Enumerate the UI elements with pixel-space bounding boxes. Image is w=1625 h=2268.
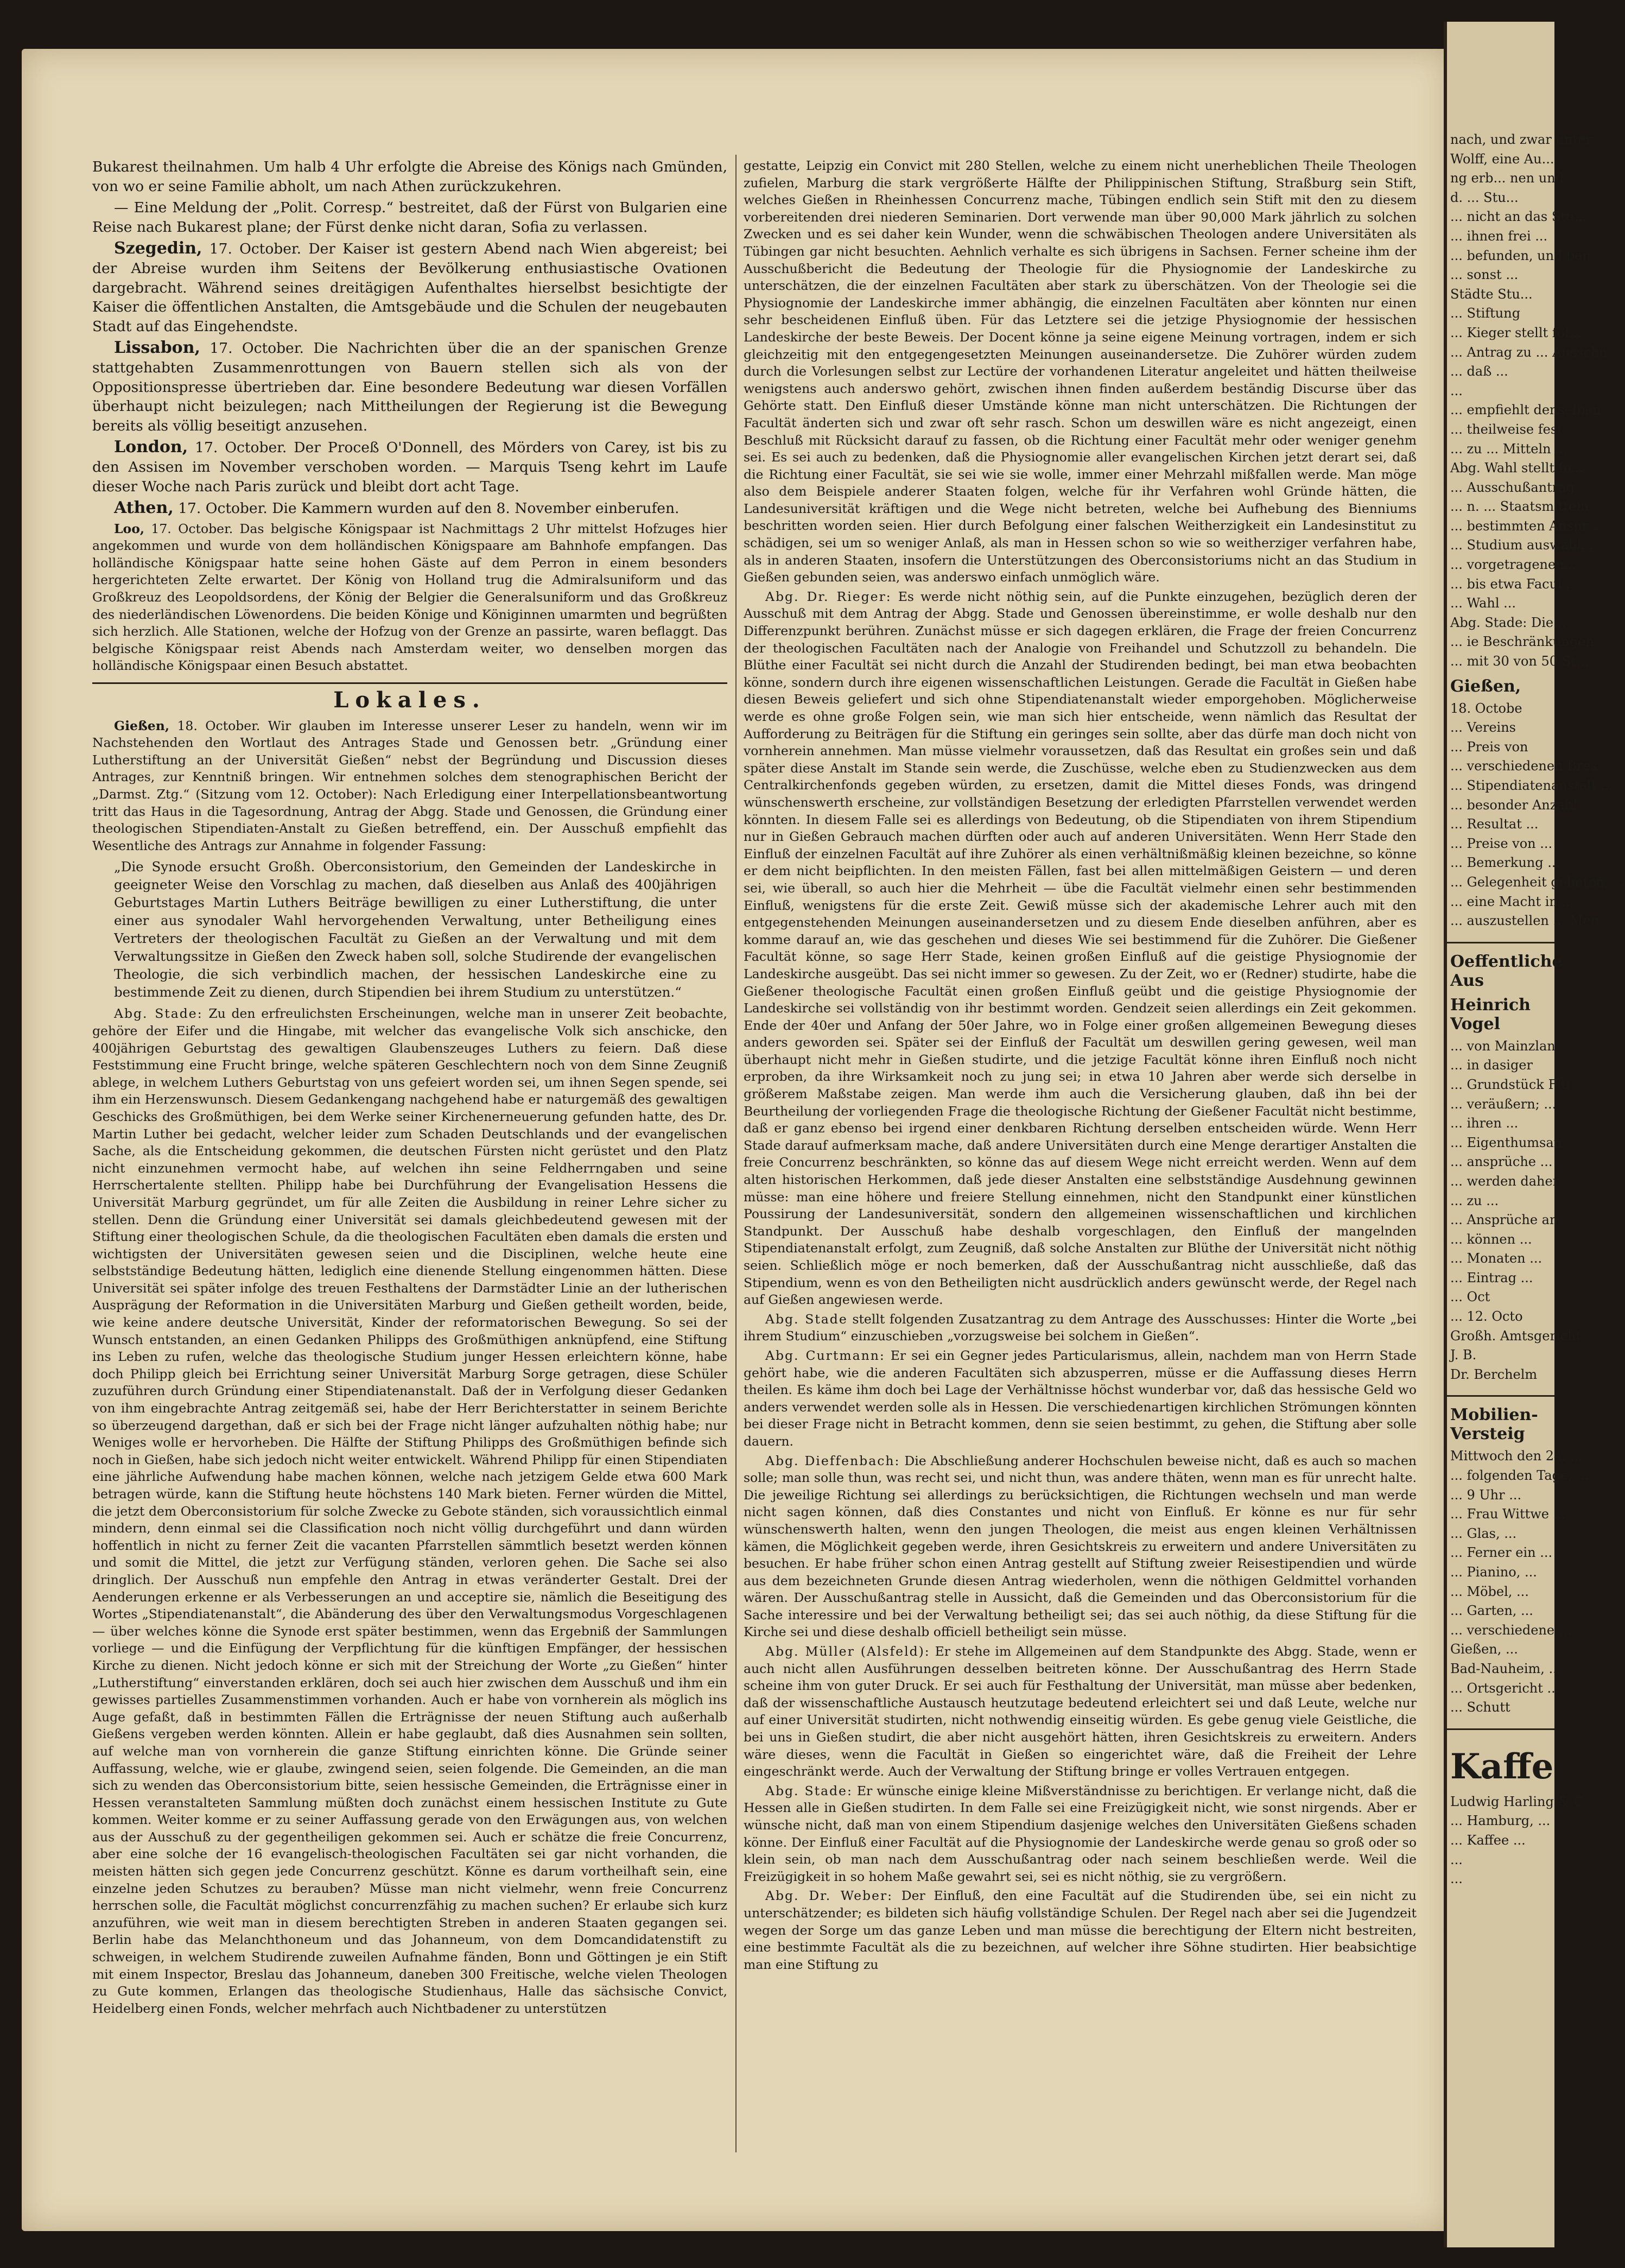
neighbor-text-line: ... vorgetragenen... xyxy=(1450,557,1577,573)
neighbor-text-line: ... Ortsgericht ... xyxy=(1450,1680,1560,1696)
speaker-stade-3: Abg. Stade: xyxy=(765,1783,853,1798)
text-curtmann: Er sei ein Gegner jedes Particularismus, allein, nachdem man von Herrn Stade gehört habe, wie die anderen Facultäten sich abzusperren, müsse er die Auffassung dieses Herrn theilen. Es käme ihm doch bei Lage der Verhältnisse höchst wunderbar vor, daß das hessische Geld wo anders verwendet werden solle als in Hessen. Die verschiedenartigen kirchlichen Strömungen könnten bei dieser Frage nicht in Betracht kommen, denn sie seien bestimmt, zu gehen, die Stiftung aber solle dauern. xyxy=(744,1347,1417,1449)
speech-curtmann xyxy=(744,1347,1417,1450)
text-szegedin: Der Kaiser ist gestern Abend nach Wien abgereist; bei der Abreise wurden ihm Seitens der Bevölkerung enthusiastische Ovationen dargebracht. Während seines dreitägigen Aufenthaltes hierselbst besichtigte der Kaiser die öffentlichen Anstalten, die Amtsgebäude und die Schulen der neugebauten Stadt auf das Eingehendste. xyxy=(92,240,727,335)
neighbor-text-line: ... Eigenthumsan xyxy=(1450,1135,1563,1150)
neighbor-text-line: ... verschiedenen Bres xyxy=(1450,758,1597,774)
neighbor-text-line: ... bestimmten Anspr... xyxy=(1450,518,1599,534)
neighbor-text-line: ... daß ... xyxy=(1450,364,1508,379)
neighbor-text-line: ... 9 Uhr ... xyxy=(1450,1487,1522,1503)
neighbor-text-line: J. B. xyxy=(1450,1347,1477,1363)
neighbor-text-line: ... n. ... Staatsmitteln xyxy=(1450,499,1589,515)
speaker-dieffenbach: Abg. Dieffenbach: xyxy=(765,1453,900,1468)
column-divider xyxy=(735,155,737,2152)
date-athen: 17. October. xyxy=(173,500,268,517)
dateline-giessen: Gießen, xyxy=(114,718,170,733)
neighbor-oeffentliche-head: Oeffentliche Aus xyxy=(1450,952,1563,990)
text-lissabon: Die Nachrichten über die an der spanischen Grenze stattgehabten Zusammenrottungen von Bauern stellen sich als von der Oppositionspresse übertrieben dar. Eine besondere Bedeutung war diesen Vorfällen überhaupt nicht beizulegen; nach Mittheilungen der Regierung ist die Bewegung bereits als völlig beseitigt anzusehen. xyxy=(92,340,727,434)
date-london: 17. October. xyxy=(188,439,287,457)
neighbor-text-line: ... werden daher xyxy=(1450,1173,1559,1189)
article-lissabon xyxy=(92,338,727,435)
neighbor-text-line: ... ansprüche ... xyxy=(1450,1154,1553,1170)
neighbor-text-line: d. ... Stu... xyxy=(1450,189,1519,205)
neighbor-text-line: ... ie Beschränkungen xyxy=(1450,634,1594,650)
motion-quote: „Die Synode ersucht Großh. Oberconsistorium, den Gemeinden der Landeskirche in geeigneter Weise den Vorschlag zu machen, daß dieselben aus Anlaß des 400jährigen Geburtstages Martin Luthers Beiträge bewilligen zu einer Lutherstiftung, die unter einer aus synodaler Wahl hervorgehenden Verwaltung, unter Betheiligung eines Vertreters der theologischen Facultät zu Gießen an der Verwaltung und mit dem Verwaltungssitze in Gießen den Zweck haben soll, solche Studirende der evangelischen Theologie, die sich verbindlich machen, der hessischen Landeskirche eine zu bestimmende Zeit zu dienen, durch Stipendien bei ihrem Studium zu unterstützen.“ xyxy=(114,859,716,1000)
neighbor-text-line: ... Glas, ... xyxy=(1450,1525,1517,1541)
neighbor-text-line: ... xyxy=(1450,1852,1463,1867)
neighbor-text-line: Abg. Stade: Die... xyxy=(1450,614,1566,630)
neighbor-text-line: ... Kaffee ... xyxy=(1450,1832,1526,1848)
neighbor-kaffee-head: Kaffe xyxy=(1450,1746,1554,1787)
neighbor-text-line: ... auszustellen ... Men xyxy=(1450,913,1599,929)
dateline-loo: Loo, xyxy=(114,521,145,536)
neighbor-rule-3 xyxy=(1447,1728,1554,1730)
neighbor-text-line: ... in dasiger xyxy=(1450,1057,1533,1073)
text-stade-2: stellt folgenden Zusatzantrag zu dem Antrage des Ausschusses: Hinter die Worte „bei ihrem Studium“ einzuschieben „vorzugsweise bei solchem in Gießen“. xyxy=(744,1311,1417,1344)
section-rule xyxy=(92,682,727,684)
neighbor-text-line: ... von Mainzlan xyxy=(1450,1038,1556,1054)
speaker-curtmann: Abg. Curtmann: xyxy=(765,1347,885,1363)
neighbor-lines-top xyxy=(1447,130,1608,671)
neighbor-text-line: ... Bemerkung ... xyxy=(1450,855,1560,871)
paragraph-continued: gestatte, Leipzig ein Convict mit 280 Stellen, welche zu einem nicht unerheblichen Theile Theologen zufielen, Marburg die stark vergrößerte Hälfte der Philippinischen Stiftung, Straßburg sein Stift, welches Gießen in Rheinhessen Concurrenz mache, Tübingen endlich sein Stift mit den zu diesem vorbereitenden drei niederen Seminarien. Dort verwende man über 90,000 Mark jährlich zu solchen Zwecken und es sei daher kein Wunder, wenn die schwäbischen Theologen andere Universitäten als Tübingen gar nicht besuchten. Aehnlich verhalte es sich übrigens in Sachsen. Ferner scheine ihm der Ausschußbericht die Bedeutung der Theologie für die Physiognomie der Landeskirche zu unterschätzen, die der einzelnen Facultäten aber stark zu überschätzen. Von der Theologie sei die Physiognomie der Landeskirche immer abhängig, die einzelnen Facultäten aber könnten nur einen sehr bescheidenen Einfluß üben. Für das Letztere sei die jetzige Physiognomie der hessischen Landeskirche der beste Beweis. Der Docent könne ja seine eigene Meinung vortragen, indem er sich gleichzeitig mit den entgegengesetzten Meinungen auseinandersetze. Die Zuhörer würden zudem durch die Vorlesungen selbst zur Lectüre der vorhandenen Literatur angeleitet und hätten theilweise wenigstens auch anderswo gehört, zwischen ihnen finden außerdem beständig Discurse über das Gehörte statt. Den Einfluß dieser Umstände könne man nicht unterschätzen. Die Richtungen der Facultät änderten sich und zwar oft sehr rasch. Schon um deswillen wäre es nicht angezeigt, einen Beschluß mit Rücksicht darauf zu fassen, ob die Richtung einer Facultät mehr oder weniger genehm sei. Es sei auch zu bedenken, daß die Physiognomie aller evangelischen Kirchen jetzt derart sei, daß die Richtung einer Facultät, sie sei wie sie wolle, immer einer Mehrzahl mißfallen werde. Man möge also dem Beispiele anderer Staaten folgen, welche für ihr Verfahren wohl Gründe hätten, die Landesuniversität kräftigen und die Wege nicht betreten, welche bei Aufhebung des Bienniums beschritten worden seien. Hier durch Befolgung einer falschen Weitherzigkeit ein Landesinstitut zu schädigen, sei um so weniger Anlaß, als man in Hessen schon so wie so weitherziger verfahren habe, als in anderen Staaten, insofern die Unterstützungen des Oberconsistoriums nicht an das Studium in Gießen gebunden seien, was anderswo einfach unmöglich wäre. xyxy=(744,158,1417,585)
neighbor-text-line: ... besonder Anzahl xyxy=(1450,797,1577,813)
text-stade: Zu den erfreulichsten Erscheinungen, welche man in unserer Zeit beobachte, gehöre der Eifer und die Hingabe, mit welcher das evangelische Volk sich anschicke, den 400jährigen Geburtstag des gewaltigen Glaubenszeuges Luthers zu feiern. Daß diese Feststimmung eine Frucht bringe, welche späteren Geschlechtern noch von dem Sinne Zeugniß ablege, in welchem Luthers Geburtstag von uns gefeiert worden sei, um ihnen Segen spende, sei ihm ein Herzenswunsch. Diesem Gedankengang nachgehend habe er naturgemäß des gewaltigen Geschicks des Großmüthigen, bei dem Werke seiner Kirchenerneuerung gefunden hatte, des Dr. Martin Luther bei gedacht, welcher leider zum Schaden Deutschlands und der evangelischen Sache, als die Entscheidung gekommen, die deutschen Fürsten nicht gerüstet und den Platz nicht einzunehmen vermocht habe, auf welchen ihn seine Feldherrngaben und seine Herrschertalente stellten. Philipp habe bei Durchführung der Evangelisation Hessens die Universität Marburg gegründet, um für alle Zeiten die Ausbildung in reiner Lehre sicher zu stellen. Denn die Gründung einer Universität sei damals gleichbedeutend gewesen mit der Stiftung einer theologischen Schule, da die theologischen Facultäten eben damals die ersten und wichtigsten der Universitäten gewesen seien und die Disciplinen, welche heute eine selbstständige Bedeutung hätten, lediglich eine dienende Stellung eingenommen hätten. Diese Universität sei später infolge des treuen Festhaltens der Darmstädter Linie an der lutherischen Ausprägung der Reformation in die Universitäten Marburg und Gießen getheilt worden, beide, wie keine andere deutsche Universität, Kinder der reformatorischen Bewegung. So sei der Wunsch entstanden, an einen Gedanken Philipps des Großmüthigen anknüpfend, eine Stiftung ins Leben zu rufen, welche das theologische Studium junger Hessen erleichtern könne, habe doch Philipp gleich bei Errichtung seiner Universität Marburg Sorge getragen, diese Schüler zuzuführen durch Gründung einer Stipendiatenanstalt. Daß der in Verfolgung dieser Gedanken von ihm eingebrachte Antrag zeitgemäß sei, habe der Herr Berichterstatter in seinem Berichte so überzeugend dargethan, daß er sich bei der Frage nicht länger aufzuhalten nöthig habe; nur Weniges wolle er hervorheben. Die Hälfte der Stiftung Philipps des Großmüthigen befinde sich noch in Gießen, habe sich jedoch nicht weiter entwickelt. Während Philipp für einen Stipendiaten eine jährliche Aufwendung habe machen können, welche nach jetzigem Gelde etwa 600 Mark betragen würde, kann die Stiftung heute höchstens 140 Mark bieten. Ferner würden die Mittel, die jetzt dem Oberconsistorium für solche Zwecke zu Gebote ständen, sich voraussichtlich einmal mindern, denn einmal sei die Classification noch nicht völlig durchgeführt und dann würden hoffentlich in nicht zu ferner Zeit die vacanten Pfarrstellen sämmtlich besetzt werden können und somit die Mittel, die jetzt zur Verfügung ständen, verloren gehen. Die Sache sei also dringlich. Der Ausschuß nun empfehle den Antrag in etwas veränderter Gestalt. Drei der Aenderungen erkenne er als Verbesserungen an und acceptire sie, nämlich die Beseitigung des Wortes „Stipendiatenanstalt“, die Abänderung des über den Verwaltungsmodus Vorgeschlagenen — über welches könne die Synode erst später bestimmen, wenn das Ergebniß der Sammlungen vorliege — und die Einfügung der Verpflichtung für die künftigen Empfänger, der hessischen Kirche zu dienen. Nicht jedoch könne er sich mit der Streichung der Worte „zu Gießen“ hinter „Lutherstiftung“ einverstanden erklären, doch sei auch hier zwischen dem Ausschuß und ihm ein gewisses partielles Zusammenstimmen vorhanden. Auch er habe von vornherein als möglich ins Auge gefaßt, daß in bestimmten Fällen die Erträgnisse der neuen Stiftung auch außerhalb Gießens vergeben werden könnten. Allein er habe geglaubt, daß dies Ausnahmen sein sollten, auf welche man von vornherein die ganze Stiftung einrichten könne. Die Gründe seiner Auffassung, welche, wie er glaube, zwingend seien, seien folgende. Die Gemeinden, an die man sich zu wenden das Oberconsistorium bitte, seien hessische Gemeinden, die Erträgnisse einer in Hessen veranstalteten Sammlung müßten doch zunächst einem hessischen Institute zu Gute kommen. Weiter komme er zu seiner Auffassung gerade von den Erwägungen aus, von welchen aus der Ausschuß zu der gegentheiligen gekommen sei. Auch er schätze die freie Concurrenz, aber eine solche der 16 evangelisch-theologischen Facultäten sei gar nicht vorhanden, die meisten hätten sich gegen jede Concurrenz geschützt. Könne es darum vortheilhaft sein, eine einzelne jeden Schutzes zu berauben? Müsse man nicht vielmehr, wenn freie Concurrenz herrschen solle, die Facultät möglichst concurrenzfähig zu machen suchen? Er erlaube sich kurz anzuführen, wie weit man in diesem berechtigten Streben in anderen Staaten gegangen sei. Berlin habe das Melanchthoneum und das Johanneum, von dem Domcandidatenstift zu schweigen, in welchem Studirende zuweilen Aufnahme fänden, Bonn und Göttingen je ein Stift mit einem Inspector, Breslau das Johanneum, daneben 300 Freitische, welche vielen Theologen zu Gute kommen, Erlangen das theologische Studienhaus, Halle das sächsische Convict, Heidelberg einen Fonds, welcher mehrfach auch Nichtbadener zu unterstützen xyxy=(92,1006,728,2016)
neighbor-text-line: ... befunden, und ben xyxy=(1450,248,1591,263)
date-szegedin: 17. October. xyxy=(202,240,302,258)
neighbor-text-line: ... Stipendiatenanstalt ... xyxy=(1450,778,1613,793)
speaker-stade: Abg. Stade: xyxy=(114,1006,203,1022)
speech-weber xyxy=(744,1887,1417,1973)
speech-stade xyxy=(92,1005,727,2017)
neighbor-text-line: Wolff, eine Au... xyxy=(1450,151,1554,167)
speech-mueller xyxy=(744,1643,1417,1781)
neighbor-text-line: ... Preis von xyxy=(1450,739,1528,755)
section-title-lokales: Lokales. xyxy=(333,687,486,713)
neighbor-text-line: ... xyxy=(1450,383,1463,398)
neighbor-text-line: ... veräußern; ... xyxy=(1450,1096,1557,1112)
neighbor-text-line: ... Eintrag ... xyxy=(1450,1270,1533,1285)
neighbor-text-line: ... verschiedene ... xyxy=(1450,1622,1571,1638)
paragraph-bulgaria: — Eine Meldung der „Polit. Corresp.“ bestreitet, daß der Fürst von Bulgarien eine Reise nach Bukarest plane; der Fürst denke nicht daran, Sofia zu verlassen. xyxy=(92,199,727,236)
neighbor-text-line: nach, und zwar unter xyxy=(1450,132,1592,147)
neighbor-text-line: ... bis etwa Facul... xyxy=(1450,576,1575,592)
text-london: Der Proceß O'Donnell, des Mörders von Carey, ist bis zu den Assisen im November verschoben worden. — Marquis Tseng kehrt im Laufe dieser Woche nach Paris zurück und bleibt dort acht Tage. xyxy=(92,439,727,495)
date-lissabon: 17. October. xyxy=(200,340,304,357)
speech-stade-3 xyxy=(744,1783,1417,1886)
neighbor-text-line: ... Frau Wittwe ... xyxy=(1450,1506,1566,1522)
article-giessen xyxy=(92,718,727,855)
text-loo: 17. October. Das belgische Königspaar ist Nachmittags 2 Uhr mittelst Hofzuges hier angekommen und wurde von dem holländischen Königspaare am Bahnhofe empfangen. Das holländische Königspaar hatte seine hohen Gäste auf dem Perron in einem besonders hergerichteten Zelte erwartet. Der König von Holland trug die Admiralsuniform und das Großkreuz des Leopoldsordens, der König der Belgier die Generalsuniform und das Großkreuz des niederländischen Löwenordens. Die beiden Könige und Königinnen umarmten und begrüßten sich herzlich. Alle Stationen, welche der Hofzug von der Grenze an passirte, waren beflaggt. Das belgische Königspaar reist Abends nach Amsterdam weiter, wo denselben morgen das holländische Königspaar einen Besuch abstattet. xyxy=(92,521,727,674)
neighbor-text-line: ... Stiftung xyxy=(1450,306,1521,321)
column-left xyxy=(92,157,727,2019)
neighbor-text-line: ... Kieger stellt fol... xyxy=(1450,325,1582,340)
neighbor-lines-mid xyxy=(1447,699,1625,931)
neighbor-text-line: ... Garten, ... xyxy=(1450,1603,1533,1619)
neighbor-text-line: Abg. Wahl stellt fo... xyxy=(1450,460,1584,476)
neighbor-text-line: Mittwoch den 24. ... xyxy=(1450,1448,1583,1464)
neighbor-lines-end xyxy=(1447,1792,1584,1889)
text-dieffenbach: Die Abschließung anderer Hochschulen beweise nicht, daß es auch so machen solle; man solle thun, was recht sei, und nicht thun, was andere thäten, wenn man es für unrecht halte. Die jeweilige Richtung sei allerdings zu berücksichtigen, die Richtungen wechseln und man werde nicht sagen können, daß dies Constantes und nicht von Einfluß. Er könne es nur für sehr wünschenswerth halten, wenn den jungen Theologen, die meist aus engen kleinen Verhältnissen kämen, die Möglichkeit gegeben werde, ihren Gesichtskreis zu erweitern und andere Universitäten zu besuchen. Er habe früher schon einen Antrag gestellt auf Stiftung zweier Reisestipendien und würde aus dem bezeichneten Grunde diesen Antrag wiederholen, wenn die nöthigen Geldmittel vorhanden wären. Der Ausschußantrag stelle in Aussicht, daß die Gemeinden und das Oberconsistorium für die Sache interessire und bei der Verwaltung betheiligt sei; das sei auch nöthig, da diese Stiftung für die Kirche sei und diese deshalb officiell betheiligt sein müsse. xyxy=(744,1453,1417,1640)
neighbor-text-line: ... Antrag zu ... Ausschu xyxy=(1450,344,1608,360)
neighbor-text-line: ... Gelegenheit geboten, ... xyxy=(1450,874,1625,890)
speaker-rieger: Abg. Dr. Rieger: xyxy=(765,588,892,604)
neighbor-text-line: ... Preise von ... xyxy=(1450,835,1553,851)
speech-dieffenbach xyxy=(744,1453,1417,1642)
neighbor-text-line: ... Studium auswähl... xyxy=(1450,537,1594,553)
text-rieger: Es werde nicht nöthig sein, auf die Punkte einzugehen, bezüglich deren der Ausschuß mit dem Antrag der Abgg. Stade und Genossen übereinstimme, er wolle deshalb nur den Differenzpunkt berühren. Zunächst müsse er sich dagegen erklären, die Frage der freien Concurrenz der theologischen Facultäten nach der Analogie von Freihandel und Schutzzoll zu behandeln. Die Blüthe einer Facultät sei nicht durch die Anzahl der Studirenden bedingt, bei man etwa beobachten könne, sondern durch ihre eigenen wissenschaftlichen Leistungen. Gerade die Facultät in Gießen habe diesen Beweis geliefert und sich ohne Stipendiatenanstalt wieder emporgehoben. Möglicherweise werde es ohne große Folgen sein, wie man sich hier entscheide, wenn nämlich das Resultat der Aufforderung zu Beiträgen für die Stiftung ein geringes sein sollte, aber das dürfe man doch nicht von vornherein annehmen. Man müsse vielmehr voraussetzen, daß das Resultat ein großes sein und daß später diese Anstalt im Stande sein werde, die Zuschüsse, welche eben zu Studienzwecken aus dem Centralkirchenfonds gegeben würden, zu ersetzen, damit die Mittel dieses Fonds, was dringend wünschenswerth erscheine, zur vollständigen Besetzung der erledigten Pfarrstellen verwendet werden könnten. In diesem Falle sei es allerdings von Bedeutung, ob die Stipendiaten von ihrem Stipendium nur in Gießen Gebrauch machen dürften oder auch auf anderen Universitäten. Wenn Herr Stade den Einfluß der einzelnen Facultät auf ihre Zuhörer als einen verhältnißmäßig kleinen bezeichne, so könne er dem nicht beipflichten. In den meisten Fällen, fast bei allen mittelmäßigen Geistern — und deren sei, wie überall, so auch hier die Mehrheit — übe die Facultät vielmehr einen sehr bestimmenden Einfluß, wenigstens für die erste Zeit. Gewiß müsse sich der akademische Lehrer auch mit den entgegenstehenden Meinungen auseinandersetzen und zu diesem Ende dieselben anführen, aber es komme darauf an, wie das geschehen und dieses Wie sei bestimmend für die Zuhörer. Die Gießener Facultät könne, so sage Herr Stade, keinen großen Einfluß auf die geistige Physiognomie der Landeskirche ausgeübt. Das sei nicht immer so gewesen. Zu der Zeit, wo er (Redner) studirte, habe die Gießener theologische Facultät einen großen Einfluß geübt und die geistige Physiognomie der Landeskirche sei vollständig von ihr bestimmt worden. Gendzeit seien allerdings ein Zeit gekommen. Ende der 40er und Anfang der 50er Jahre, wo in Folge einer großen allgemeinen Bewegung dieses anders geworden sei. Später sei der Einfluß der Facultät um deswillen gering gewesen, weil man überhaupt nicht mehr in Gießen studirte, und die jetzige Facultät könne ihren Einfluß noch nicht erproben, da ihre Wirksamkeit noch zu jung sei; in etwa 10 Jahren aber werde sich derselbe in größerem Maßstabe zeigen. Man werde ihm auch die Versicherung glauben, daß ihn bei der Beurtheilung der vorliegenden Frage die theologische Richtung der Gießener Facultät nicht bestimme, daß er ganz ebenso bei irgend einer denkbaren Richtung derselben entscheiden würde. Wenn Herr Stade darauf aufmerksam mache, daß andere Universitäten durch eine Menge derartiger Anstalten die freie Concurrenz beschränkten, so könne das auf diesem Wege nicht erreicht werden. Wenn auf dem alten historischen Herkommen, daß jede dieser Anstalten eine selbstständige Ausdehnung gewinnen müsse: man eine höhere und freiere Stellung einnehmen, nicht den Standpunkt einer künstlichen Poussirung der Landesuniversität, sondern den allgemeinen wissenschaftlichen und kirchlichen Standpunkt. Der Ausschuß habe deshalb vorgeschlagen, den Einfluß der mangelnden Stipendiatenanstalt erfolgt, zum Zeugniß, daß solche Anstalten zur Blüthe der Universität nicht nöthig seien. Schließlich möge er noch bemerken, daß der Ausschußantrag nicht ausschließe, daß das Stipendium, wenn es von den Betheiligten nicht ausdrücklich anders gewünscht werde, der Regel nach auf Gießen angewiesen werde. xyxy=(744,588,1417,1308)
column-right xyxy=(744,157,1417,1975)
dateline-athen: Athen, xyxy=(114,498,174,518)
text-stade-3: Er wünsche einige kleine Mißverständnisse zu berichtigen. Er verlange nicht, daß die Hessen alle in Gießen studirten. In dem Falle sei eine Freizügigkeit nicht, wie sonst nirgends. Aber er wünsche nicht, daß man von einem Stipendium dasjenige welches den Universitäten Gießens schaden könne. Der Einfluß einer Facultät auf die Physiognomie der Landeskirche werde genau so groß oder so klein sein, ob man nach dem Ausschußantrag oder nach seinem beschließen werde. Weil die Freizügigkeit in so hohem Maße gewahrt sei, sei es nicht nöthig, sie zu vergrößern. xyxy=(744,1783,1417,1884)
neighbor-text-line: ... eine Macht in ... xyxy=(1450,894,1575,909)
neighbor-text-line: ... Grundstück Flu xyxy=(1450,1076,1570,1092)
neighbor-text-line: ... nicht an das Stu... xyxy=(1450,209,1587,225)
neighbor-page-edge xyxy=(1444,22,1625,2247)
neighbor-text-line: ... xyxy=(1450,1871,1463,1887)
neighbor-text-line: ... Möbel, ... xyxy=(1450,1583,1529,1599)
article-loo xyxy=(92,521,727,675)
neighbor-text-line: ... Wahl ... xyxy=(1450,595,1516,611)
neighbor-text-line: ... Resultat ... xyxy=(1450,816,1539,832)
article-szegedin xyxy=(92,239,727,336)
neighbor-text-line: Städte Stu... xyxy=(1450,286,1533,302)
neighbor-text-line: ... Ausschußantrag xyxy=(1450,479,1575,495)
neighbor-text-line: ng erb... nen und xyxy=(1450,170,1564,186)
article-london xyxy=(92,438,727,496)
neighbor-text-line: Gießen, ... xyxy=(1450,1642,1518,1657)
neighbor-text-line: ... zu ... xyxy=(1450,1193,1499,1208)
text-weber: Der Einfluß, den eine Facultät auf die Studirenden übe, sei ein nicht zu unterschätzender; es bildeten sich häufig vollständige Schulen. Der Regel nach aber sei die Jugendzeit wegen der Sorge um das ganze Leben und man müsse die berechtigung der Eltern nicht bestreiten, eine bestimmte Facultät als die zu bezeichnen, auf welcher ihre Söhne studirten. Hier beabsichtige man eine Stiftung zu xyxy=(744,1888,1417,1972)
neighbor-text-line: ... Monaten ... xyxy=(1450,1251,1543,1266)
neighbor-lines-bot xyxy=(1447,1447,1589,1717)
neighbor-giessen-head: Gießen, xyxy=(1450,676,1521,696)
neighbor-text-line: ... sonst ... xyxy=(1450,267,1519,283)
neighbor-rule-2 xyxy=(1447,1395,1554,1397)
neighbor-text-line: ... 12. Octo xyxy=(1450,1309,1523,1325)
article-athen xyxy=(92,498,727,518)
neighbor-text-line: ... theilweise fest ... xyxy=(1450,421,1579,437)
text-athen: Die Kammern wurden auf den 8. November einberufen. xyxy=(267,500,680,517)
neighbor-text-line: ... Hamburg, ... xyxy=(1450,1813,1551,1829)
neighbor-vogel-head: Heinrich Vogel xyxy=(1450,995,1531,1034)
neighbor-text-line: ... ihnen frei ... xyxy=(1450,228,1548,244)
neighbor-text-line: Bad-Nauheim, ... xyxy=(1450,1661,1561,1676)
neighbor-mobilien-head: Mobilien-Versteig xyxy=(1450,1405,1538,1444)
neighbor-text-line: ... mit 30 von 50 St... xyxy=(1450,654,1589,669)
neighbor-rule-1 xyxy=(1447,942,1554,943)
speaker-mueller: Abg. Müller (Alsfeld): xyxy=(765,1644,930,1659)
dateline-lissabon: Lissabon, xyxy=(114,338,200,358)
paragraph-bukarest: Bukarest theilnahmen. Um halb 4 Uhr erfolgte die Abreise des Königs nach Gmünden, von wo er seine Familie abholt, um nach Athen zurückzukehren. xyxy=(92,159,727,195)
neighbor-text-line: Großh. Amtsgericht xyxy=(1450,1328,1582,1344)
neighbor-text-line: 18. Octobe xyxy=(1450,700,1522,716)
neighbor-text-line: ... Vereins xyxy=(1450,720,1516,736)
neighbor-text-line: ... können ... xyxy=(1450,1231,1532,1247)
neighbor-text-line: ... ihren ... xyxy=(1450,1116,1519,1131)
neighbor-text-line: ... Oct xyxy=(1450,1289,1490,1305)
neighbor-text-line: ... Pianino, ... xyxy=(1450,1564,1537,1580)
speaker-stade-2: Abg. Stade xyxy=(765,1311,848,1327)
text-giessen-intro: 18. October. Wir glauben im Interesse unserer Leser zu handeln, wenn wir im Nachstehenden den Wortlaut des Antrages Stade und Genossen betr. „Gründung einer Lutherstiftung an der Universität Gießen“ nebst der Begründung und Discussion dieses Antrages, zur Kenntniß bringen. Wir entnehmen solches dem stenographischen Bericht der „Darmst. Ztg.“ (Sitzung vom 12. October): Nach Erledigung einer Interpellationsbeantwortung tritt das Haus in die Tagesordnung, Antrag der Abgg. Stade und Genossen, die Gründung einer theologischen Stipendiaten-Anstalt zu Gießen betreffend, ein. Der Ausschuß empfiehlt das Wesentliche des Antrags zur Annahme in folgender Fassung: xyxy=(92,718,727,853)
dateline-szegedin: Szegedin, xyxy=(114,239,202,258)
neighbor-text-line: ... Schutt xyxy=(1450,1700,1510,1715)
dateline-london: London, xyxy=(114,438,188,457)
neighbor-text-line: ... zu ... Mitteln ... xyxy=(1450,441,1568,457)
neighbor-lines-low xyxy=(1447,1037,1582,1385)
neighbor-text-line: ... Ansprüche an xyxy=(1450,1212,1558,1228)
speech-rieger xyxy=(744,588,1417,1309)
neighbor-text-line: Ludwig Harling & C xyxy=(1450,1794,1584,1809)
text-mueller: Er stehe im Allgemeinen auf dem Standpunkte des Abgg. Stade, wenn er auch nicht allen Ausführungen desselben beitreten könne. Der Ausschußantrag des Herrn Stade scheine ihm von guter Druck. Er sei auch für Festhaltung der Universität, man müsse aber bedenken, daß der wissenschaftliche Austausch heutzutage bedeutend erleichtert sei und daß Leute, welche nur auf einer Universität studirten, nicht nothwendig einseitig würden. Es gebe genug viele Geistliche, die bei uns in Gießen studirt, die aber nicht ausgehört hätten, ihren Gesichtskreis zu erweitern. Anders wäre dieses, wenn die Facultät in Gießen so eingerichtet wäre, daß die Freiheit der Lehre eingeschränkt werde. Auch der Verwaltung der Stiftung bringe er volles Vertrauen entgegen. xyxy=(744,1644,1417,1779)
speech-stade-2 xyxy=(744,1311,1417,1345)
neighbor-text-line: Dr. Berchelm xyxy=(1450,1366,1538,1382)
neighbor-text-line: ... folgenden Tage, ... xyxy=(1450,1468,1589,1484)
neighbor-text-line: ... empfiehlt denselben xyxy=(1450,402,1601,418)
speaker-weber: Abg. Dr. Weber: xyxy=(765,1888,893,1904)
neighbor-text-line: ... Ferner ein ... xyxy=(1450,1545,1553,1561)
